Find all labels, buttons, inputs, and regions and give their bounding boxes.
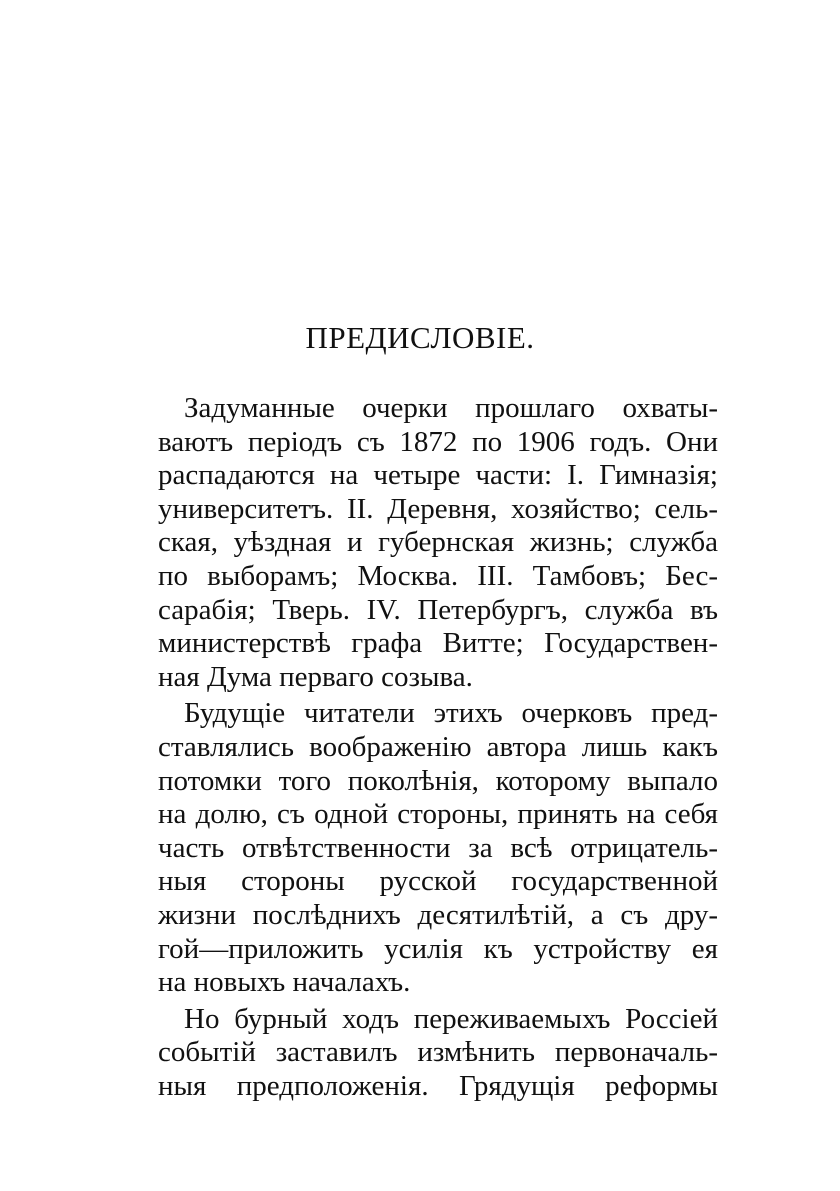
- preface-body: [158, 392, 718, 1103]
- text-line: университетъ. II. Деревня, хозяйство; сель-: [158, 492, 718, 525]
- paragraph: [158, 1003, 718, 1104]
- text-line: потомки того поколѣнія, которому выпало: [158, 764, 718, 797]
- text-line: Но бурный ходъ переживаемыхъ Россіей: [184, 1002, 718, 1035]
- text-line: часть отвѣтственности за всѣ отрицатель-: [158, 831, 718, 864]
- text-line: на новыхъ началахъ.: [158, 966, 411, 999]
- text-line: ваютъ періодъ съ 1872 по 1906 годъ. Они: [158, 425, 718, 458]
- paragraph: [158, 392, 718, 694]
- paragraph: [158, 697, 718, 999]
- text-line: на долю, съ одной стороны, принять на себя: [158, 798, 718, 831]
- text-line: ставлялись воображенію автора лишь какъ: [158, 730, 718, 763]
- page-title: ПРЕДИСЛОВІЕ.: [305, 320, 535, 355]
- text-line: министерствѣ графа Витте; Государствен-: [158, 627, 718, 660]
- text-line: Будущіе читатели этихъ очерковъ пред-: [184, 697, 718, 730]
- text-line: Задуманные очерки прошлаго охваты-: [184, 392, 718, 424]
- text-line: по выборамъ; Москва. III. Тамбовъ; Бес-: [158, 559, 718, 592]
- text-line: жизни послѣднихъ десятилѣтій, а съ дру-: [158, 898, 718, 931]
- text-line: ская, уѣздная и губернская жизнь; служба: [158, 526, 718, 559]
- text-line: событій заставилъ измѣнить первоначаль-: [158, 1036, 718, 1069]
- text-line: ныя предположенія. Грядущія реформы: [158, 1069, 718, 1102]
- text-line: распадаются на четыре части: I. Гимназія;: [158, 459, 718, 492]
- text-line: гой—приложить усилія къ устройству ея: [158, 932, 718, 965]
- text-line: ная Дума перваго созыва.: [158, 660, 473, 693]
- text-line: ныя стороны русской государственной: [158, 865, 718, 898]
- text-line: сарабія; Тверь. IV. Петербургъ, служба въ: [158, 593, 718, 626]
